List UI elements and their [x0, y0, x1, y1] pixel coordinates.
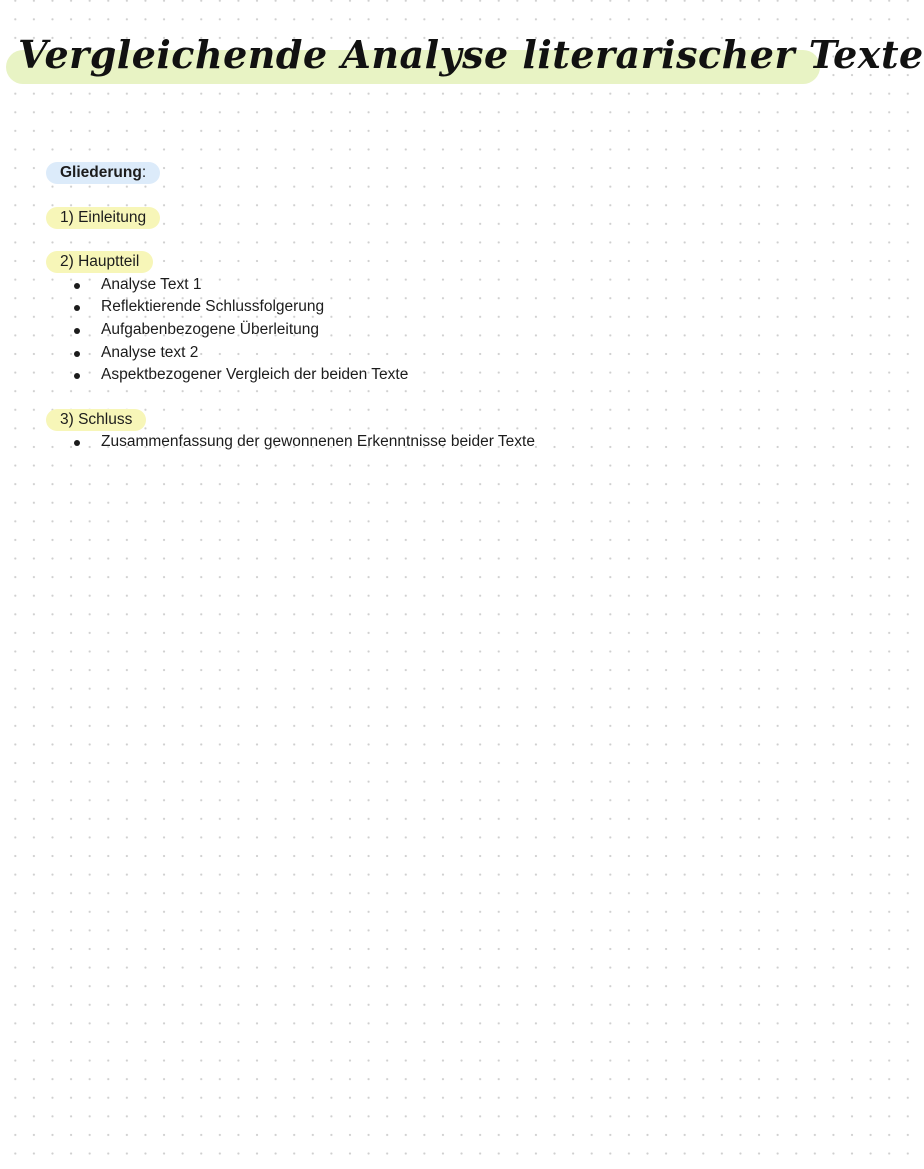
- outline-heading-colon: :: [141, 164, 147, 181]
- section-schluss: [60, 409, 760, 454]
- list-item-text: Analyse Text 1: [101, 275, 202, 293]
- list-item: [74, 431, 760, 454]
- outline-heading-highlight: [46, 162, 160, 184]
- section-label: 1) Einleitung: [46, 207, 160, 229]
- list-item-text: Analyse text 2: [101, 343, 199, 361]
- list-item-text: Zusammenfassung der gewonnenen Erkenntnisse beider Texte: [101, 433, 535, 451]
- list-item: [74, 274, 760, 297]
- bullet-icon: [74, 373, 80, 379]
- list-item-text: Aufgabenbezogene Überleitung: [101, 320, 320, 338]
- spacer: [60, 387, 760, 409]
- page-header: [0, 28, 924, 108]
- section-label: 3) Schluss: [46, 409, 146, 431]
- spacer: [60, 185, 760, 207]
- outline-heading-row: [60, 162, 760, 185]
- spacer: [60, 229, 760, 251]
- list-item: [74, 364, 760, 387]
- list-item: [74, 342, 760, 365]
- bullet-icon: [74, 305, 80, 311]
- list-item: [74, 319, 760, 342]
- page-title: Vergleichende Analyse literarischer Texte: [18, 32, 924, 77]
- bullet-icon: [74, 440, 80, 446]
- section-einleitung: [60, 207, 760, 230]
- section-label: 2) Hauptteil: [46, 251, 153, 273]
- list-item-text: Aspektbezogener Vergleich der beiden Texte: [101, 366, 409, 384]
- outline-heading: Gliederung: [60, 164, 142, 181]
- bullet-icon: [74, 351, 80, 357]
- bullet-icon: [74, 328, 80, 334]
- section-item-list: [60, 274, 760, 387]
- section-hauptteil: [60, 251, 760, 387]
- section-item-list: [60, 431, 760, 454]
- bullet-icon: [74, 283, 80, 289]
- list-item-text: Reflektierende Schlussfolgerung: [101, 298, 325, 316]
- list-item: [74, 296, 760, 319]
- outline: [60, 162, 760, 454]
